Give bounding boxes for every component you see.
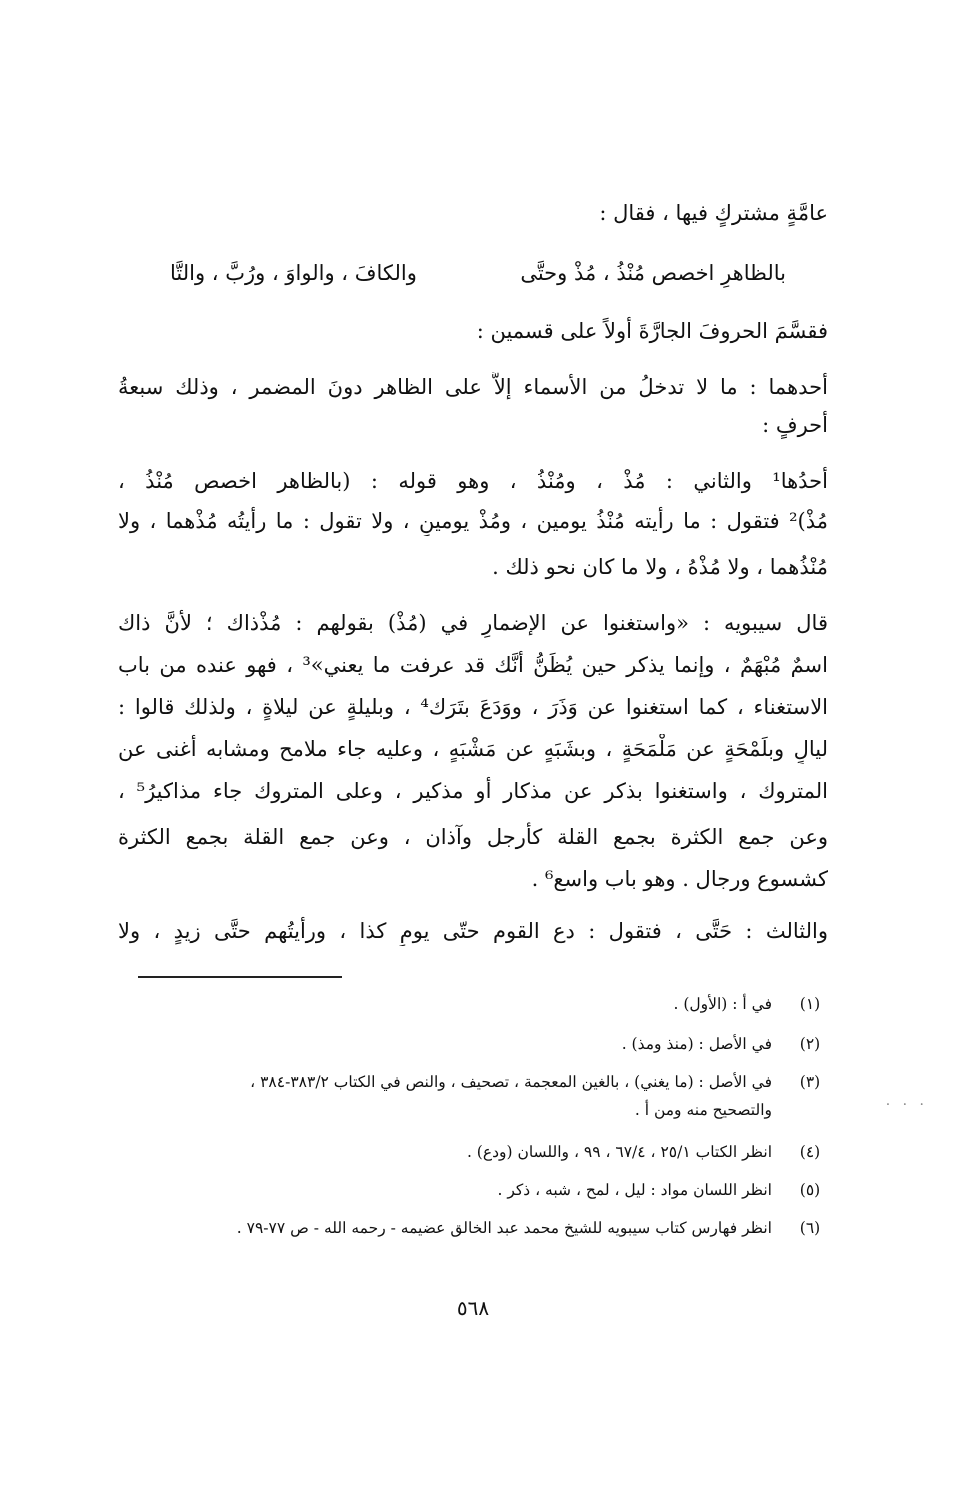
text-line: أحرفٍ : [762, 413, 828, 437]
footnote-text: انظر اللسان مواد : ليل ، لمح ، شبه ، ذكر . [497, 1181, 772, 1199]
footnote-text: في الأصل : (منذ ومذ) . [621, 1035, 772, 1053]
footnote-text: انظر الكتاب ٢٥/١ ، ٦٧/٤ ، ٩٩ ، واللسان (ودع) . [466, 1143, 772, 1161]
footnote-number: (٤) [799, 1143, 821, 1161]
text-line: ليالٍ وبلَمْحَةٍ عن مَلْمَحَةٍ ، وبشَبَهٍ عن مَشْبَهٍ ، وعليه جاء ملامح ومشابه أغنى عن [118, 737, 828, 761]
text-line: والثالث : حَتَّى ، فتقول : دع القوم حتّى يومِ كذا ، ورأيتُهم حتَّى زيدٍ ، ولا [118, 919, 828, 943]
text-line: مُنْذُهما ، ولا مُذْهُ ، ولا ما كان نحو ذلك . [492, 555, 828, 579]
book-page [118, 0, 828, 1498]
text-line: أحدُها¹ والثاني : مُذْ ، ومُنْذُ ، وهو قوله : (بالظاهر اخصص مُنْذُ ، [118, 469, 828, 493]
footnote-text: والتصحيح منه ومن أ . [634, 1101, 772, 1119]
text-line: وعن جمع الكثرة بجمع القلة كأرجل وآذان ، وعن جمع القلة بجمع الكثرة [118, 825, 828, 849]
footnote-text: انظر فهارس كتاب سيبويه للشيخ محمد عبد الخالق عضيمه - رحمه الله - ص ٧٧-٧٩ . [236, 1219, 772, 1237]
footnote-number: (٣) [799, 1073, 821, 1091]
text-line: الاستغناء ، كما استغنوا عن وَذَرَ ، ووَدَعَ بتَرَك⁴ ، وبليلةٍ عن ليلاةٍ ، ولذلك قالوا : [118, 695, 828, 719]
text-line: مُذْ)² فتقول : ما رأيته مُنْذُ يومين ، ومُذْ يومينِ ، ولا تقول : ما رأيتُه مُذْهما ، ولا [118, 509, 828, 533]
text-line: أحدهما : ما لا تدخلُ من الأسماء إلاَّ على الظاهر دونَ المضمر ، وذلك سبعةُ [118, 375, 828, 399]
text-line: قال سيبويه : «واستغنوا عن الإضمارِ في (مُذْ) بقولهم : مُذْذاك ؛ لأنَّ ذاك [118, 611, 828, 635]
page-number: ٥٦٨ [456, 1296, 490, 1320]
text-line: المتروك ، واستغنوا بذكر عن مذكار أو مذكير ، وعلى المتروك جاء مذاكيرُ⁵ ، [118, 779, 828, 803]
verse-hemistich-left: والكافَ ، والواوَ ، ورُبَّ ، والتَّا [170, 261, 417, 285]
footnote-text: في الأصل : (ما يغني) ، بالغين المعجمة ، تصحيف ، والنص في الكتاب ٣٨٣/٢-٣٨٤ ، [250, 1073, 772, 1091]
text-line: عامَّةٍ مشتركٍ فيها ، فقال : [599, 201, 828, 225]
text-line: كشسوع ورجال . وهو باب واسع⁶ . [531, 867, 828, 891]
footnote-number: (١) [799, 995, 821, 1013]
text-line: فقسَّمَ الحروفَ الجارَّةَ أولاً على قسمين : [476, 319, 828, 343]
scan-specks: · · · [885, 1097, 928, 1113]
footnote-number: (٥) [799, 1181, 821, 1199]
footnote-separator [138, 976, 342, 978]
verse-hemistich-right: بالظاهرِ اخصص مُنْذُ ، مُذْ وحتَّى [520, 261, 786, 285]
footnote-number: (٦) [799, 1219, 821, 1237]
text-line: اسمٌ مُبْهَمٌ ، وإنما يذكر حين يُظَنُّ أنَّك قد عرفت ما يعني»³ ، فهو عنده من باب [118, 653, 828, 677]
footnote-text: في أ : (الأول) . [673, 995, 772, 1013]
footnote-number: (٢) [799, 1035, 821, 1053]
